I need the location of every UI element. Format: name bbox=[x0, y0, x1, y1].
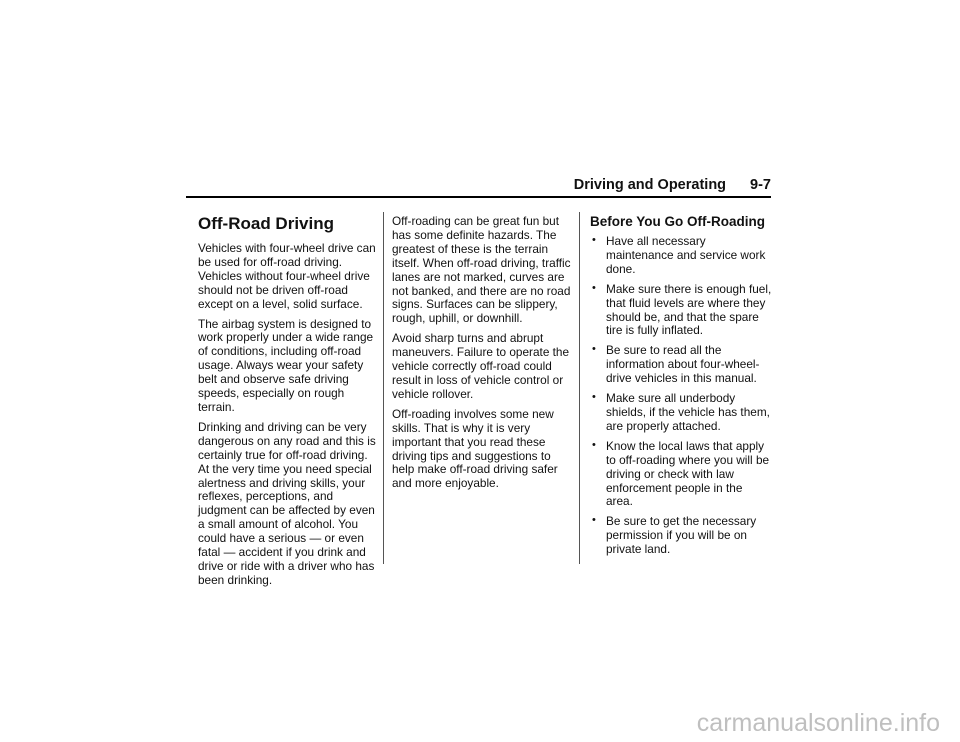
list-item bbox=[590, 235, 772, 277]
list-item-text: Know the local laws that apply to off-roading where you will be driving or check with law enforcement people in the area. bbox=[606, 438, 770, 509]
list-item bbox=[590, 283, 772, 339]
column-1 bbox=[198, 210, 380, 594]
list-item bbox=[590, 392, 772, 434]
paragraph: Drinking and driving can be very dangerous on any road and this is certainly true for off-road driving. At the very time you need special alertness and driving skills, your reflexes, perceptions, and judgment can be affected by even a small amount of alcohol. You could have a serious — or even fatal — accident if you drink and drive or ride with a driver who has been drinking. bbox=[198, 419, 376, 587]
page-number: 9-7 bbox=[750, 177, 771, 193]
column-divider bbox=[383, 212, 384, 564]
list-item-text: Make sure there is enough fuel, that fluid levels are where they should be, and that the spare tire is fully inflated. bbox=[606, 281, 772, 338]
page-header bbox=[186, 176, 771, 196]
bullet-icon: • bbox=[592, 343, 596, 356]
heading-before-you-go: Before You Go Off-Roading bbox=[590, 214, 765, 229]
column-3 bbox=[590, 210, 772, 563]
watermark: carmanualsonline.info bbox=[696, 709, 940, 737]
bullet-icon: • bbox=[592, 281, 596, 294]
list-item-text: Be sure to get the necessary permission if you will be on private land. bbox=[606, 514, 757, 557]
bullet-icon: • bbox=[592, 438, 596, 451]
paragraph: Off-roading involves some new skills. That is why it is very important that you read these driving tips and suggestions to help make off-road driving safer and more enjoyable. bbox=[392, 406, 558, 491]
bullet-icon: • bbox=[592, 391, 596, 404]
heading-off-road-driving: Off-Road Driving bbox=[198, 214, 334, 233]
paragraph: Avoid sharp turns and abrupt maneuvers. Failure to operate the vehicle correctly off-road could result in loss of vehicle control or vehicle rollover. bbox=[392, 331, 570, 401]
paragraph: Vehicles with four-wheel drive can be used for off-road driving. Vehicles without four-wheel drive should not be driven off-road except on a level, solid surface. bbox=[198, 241, 376, 311]
paragraph: The airbag system is designed to work properly under a wide range of conditions, including off-road usage. Always wear your safety belt and observe safe driving speeds, especially on rough terrain. bbox=[198, 316, 374, 414]
checklist bbox=[590, 235, 772, 557]
list-item-text: Have all necessary maintenance and service work done. bbox=[606, 234, 766, 276]
list-item bbox=[590, 515, 772, 557]
section-title-header: Driving and Operating bbox=[573, 177, 727, 193]
bullet-icon: • bbox=[592, 234, 596, 246]
column-2 bbox=[392, 215, 574, 497]
list-item-text: Be sure to read all the information about four-wheel-drive vehicles in this manual. bbox=[606, 343, 760, 386]
bullet-icon: • bbox=[592, 514, 596, 527]
paragraph: Off-roading can be great fun but has some definite hazards. The greatest of these is the terrain itself. When off-road driving, traffic lanes are not marked, curves are not banked, and there are no road signs. Surfaces can be slippery, rough, uphill, or downhill. bbox=[392, 214, 571, 326]
list-item-text: Make sure all underbody shields, if the vehicle has them, are properly attached. bbox=[606, 391, 770, 433]
list-item bbox=[590, 344, 772, 386]
header-rule bbox=[186, 196, 771, 198]
column-divider bbox=[579, 212, 580, 564]
list-item bbox=[590, 440, 772, 510]
